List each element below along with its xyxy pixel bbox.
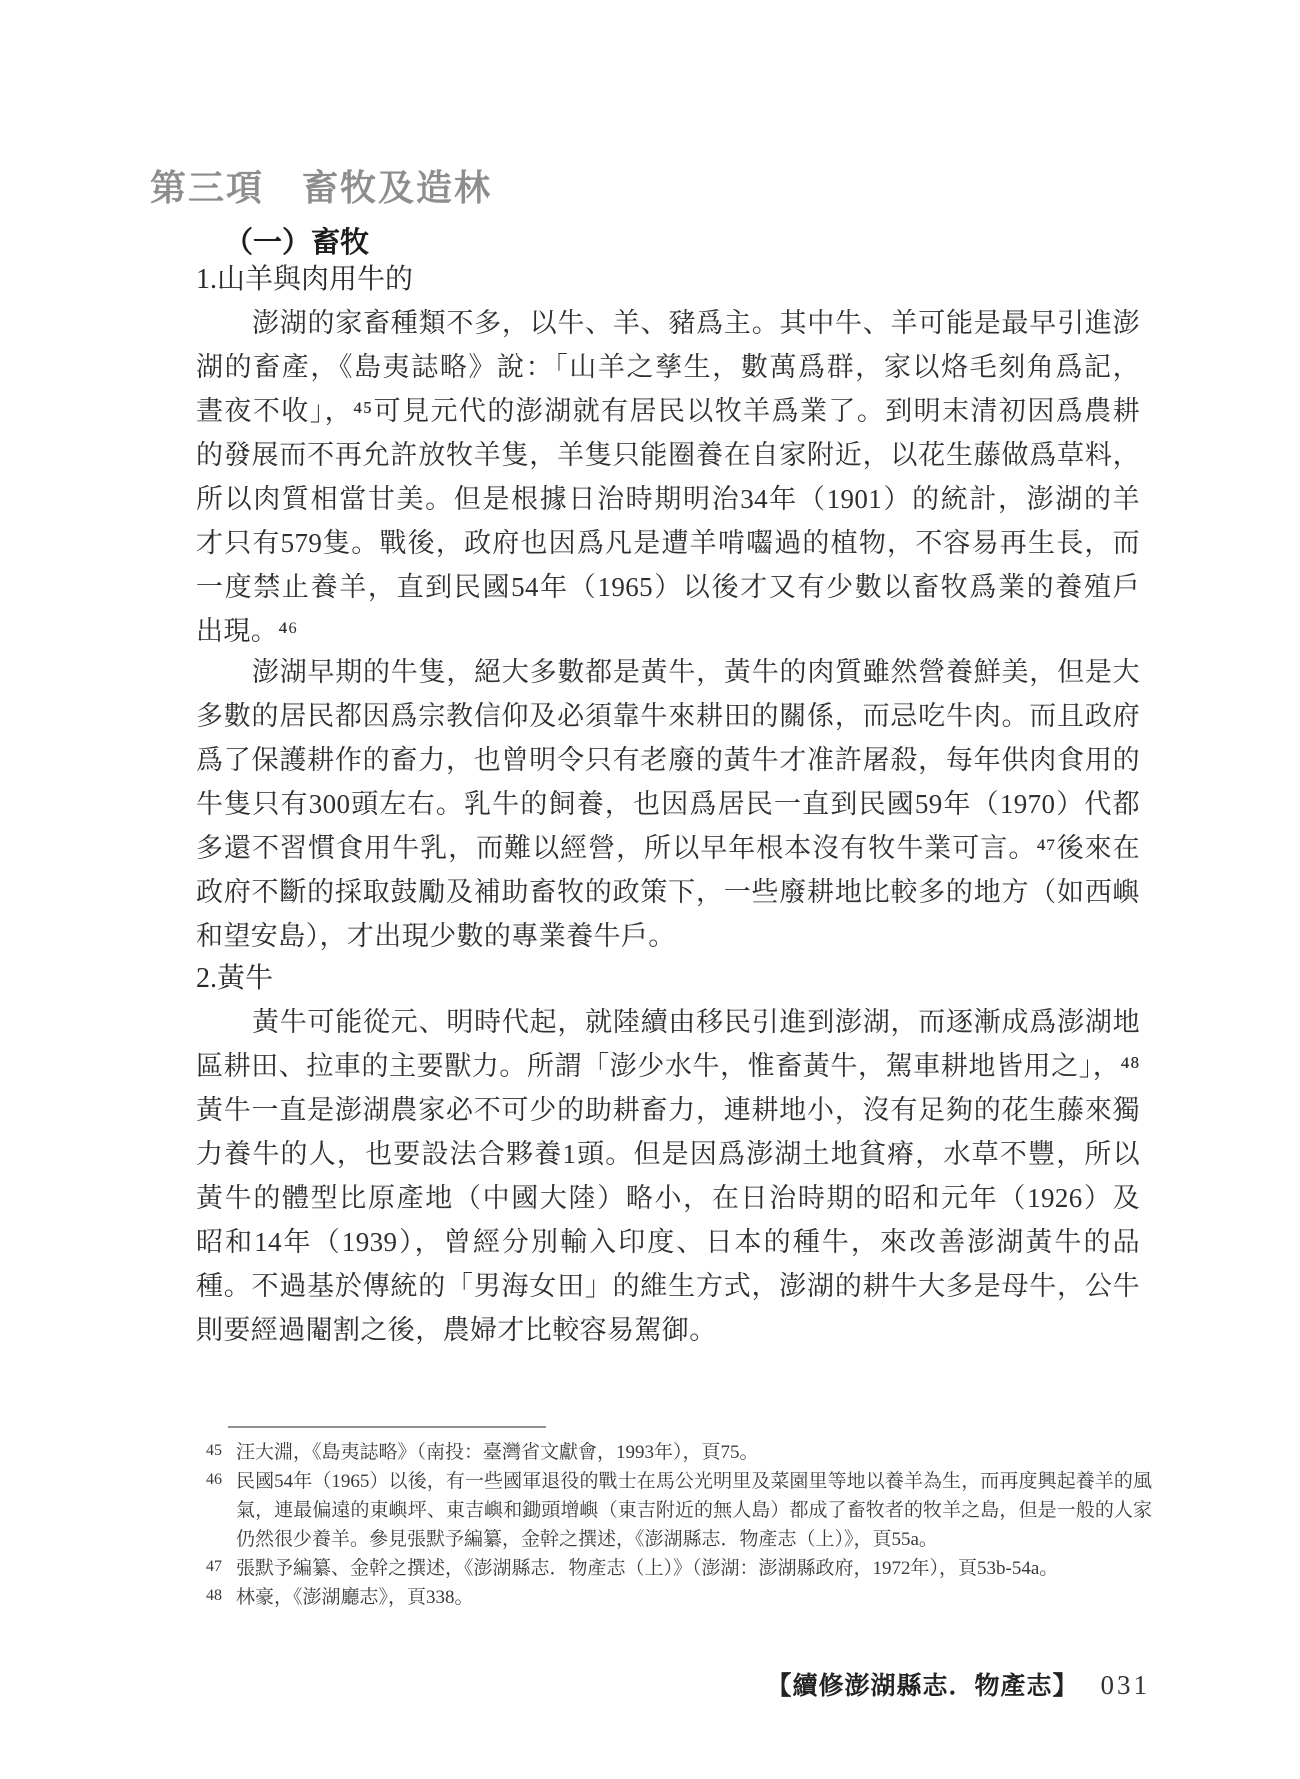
text-line: 出現。⁴⁶ [196, 616, 298, 646]
paragraph-goats-and-cattle [196, 301, 1140, 653]
text-line: 澎湖早期的牛隻，絕大多數都是黃牛，黃牛的肉質雖然營養鮮美，但是大 [252, 657, 1140, 687]
text-line: 湖的畜產，《島夷誌略》說：「山羊之孳生，數萬爲群，家以烙毛刻角爲記， [196, 352, 1140, 382]
text-line: 牛隻只有300頭左右。乳牛的飼養，也因爲居民一直到民國59年（1970）代都 [196, 789, 1140, 819]
subitem-2-heading: 2.黃牛 [196, 963, 274, 994]
text-line: 力養牛的人，也要設法合夥養1頭。但是因爲澎湖土地貧瘠，水草不豐，所以 [196, 1139, 1140, 1169]
footnote-text: 汪大淵，《島夷誌略》（南投：臺灣省文獻會，1993年），頁75。 [236, 1442, 759, 1463]
footnote-text: 張默予編纂、金幹之撰述，《澎湖縣志．物產志（上）》（澎湖：澎湖縣政府，1972年），頁53b-54a。 [236, 1558, 1059, 1579]
footnote-text: 民國54年（1965）以後，有一些國軍退役的戰士在馬公光明里及菜園里等地以養羊為生，而再度興起養羊的風氣，連最偏遠的東嶼坪、東吉嶼和鋤頭增嶼（東吉附近的無人島）都成了畜牧者的牧羊之島，但是一般的人家仍然很少養羊。參見張默予編纂，金幹之撰述，《澎湖縣志．物產志（上）》，頁55a。 [236, 1471, 1152, 1550]
text-line: 澎湖的家畜種類不多，以牛、羊、豬爲主。其中牛、羊可能是最早引進澎 [252, 308, 1140, 338]
text-line: 則要經過閹割之後，農婦才比較容易駕御。 [196, 1315, 717, 1345]
text-line: 多數的居民都因爲宗教信仰及必須靠牛來耕田的關係，而忌吃牛肉。而且政府 [196, 701, 1140, 731]
footnotes-section [206, 1438, 1152, 1612]
text-line: 爲了保護耕作的畜力，也曾明令只有老廢的黃牛才准許屠殺，每年供肉食用的 [196, 745, 1140, 775]
footnote-separator [228, 1426, 546, 1428]
footnote-number: 46 [206, 1471, 222, 1488]
text-line: 一度禁止養羊，直到民國54年（1965）以後才又有少數以畜牧爲業的養殖戶 [196, 572, 1140, 602]
footnote [206, 1438, 1152, 1467]
page-number: 031 [1100, 1670, 1150, 1700]
paragraph-early-cattle [196, 650, 1140, 958]
book-title: 【續修澎湖縣志．物產志】 [766, 1673, 1079, 1700]
footnote [206, 1583, 1152, 1612]
text-line: 區耕田、拉車的主要獸力。所謂「澎少水牛，惟畜黃牛，駕車耕地皆用之」，⁴⁸ [196, 1051, 1140, 1081]
footnote-number: 47 [206, 1558, 222, 1575]
text-line: 黃牛可能從元、明時代起，就陸續由移民引進到澎湖，而逐漸成爲澎湖地 [252, 1007, 1140, 1037]
text-line: 黃牛一直是澎湖農家必不可少的助耕畜力，連耕地小，沒有足夠的花生藤來獨 [196, 1095, 1140, 1125]
subitem-1-heading: 1.山羊與肉用牛的 [196, 264, 414, 295]
section-title: 第三項 畜牧及造林 [150, 167, 493, 208]
text-line: 昭和14年（1939），曾經分別輸入印度、日本的種牛，來改善澎湖黃牛的品 [196, 1227, 1140, 1257]
text-line: 和望安島），才出現少數的專業養牛戶。 [196, 921, 676, 951]
text-line: 才只有579隻。戰後，政府也因爲凡是遭羊啃囓過的植物，不容易再生長，而 [196, 528, 1140, 558]
text-line: 多還不習慣食用牛乳，而難以經營，所以早年根本沒有牧牛業可言。⁴⁷後來在 [196, 833, 1140, 863]
text-line: 所以肉質相當甘美。但是根據日治時期明治34年（1901）的統計，澎湖的羊 [196, 484, 1140, 514]
text-line: 政府不斷的採取鼓勵及補助畜牧的政策下，一些廢耕地比較多的地方（如西嶼 [196, 877, 1140, 907]
text-line: 晝夜不收」，⁴⁵可見元代的澎湖就有居民以牧羊爲業了。到明末清初因爲農耕 [196, 396, 1140, 426]
text-line: 黃牛的體型比原產地（中國大陸）略小，在日治時期的昭和元年（1926）及 [196, 1183, 1140, 1213]
footnote-number: 48 [206, 1587, 222, 1604]
footnote [206, 1467, 1152, 1554]
text-line: 的發展而不再允許放牧羊隻，羊隻只能圈養在自家附近，以花生藤做爲草料， [196, 440, 1140, 470]
subsection-title: （一）畜牧 [224, 227, 370, 259]
footnote-number: 45 [206, 1442, 222, 1459]
footnote [206, 1554, 1152, 1583]
page-footer [766, 1666, 1150, 1702]
footnote-text: 林豪，《澎湖廳志》，頁338。 [236, 1587, 474, 1608]
text-line: 種。不過基於傳統的「男海女田」的維生方式，澎湖的耕牛大多是母牛，公牛 [196, 1271, 1140, 1301]
paragraph-yellow-cattle [196, 1000, 1140, 1352]
